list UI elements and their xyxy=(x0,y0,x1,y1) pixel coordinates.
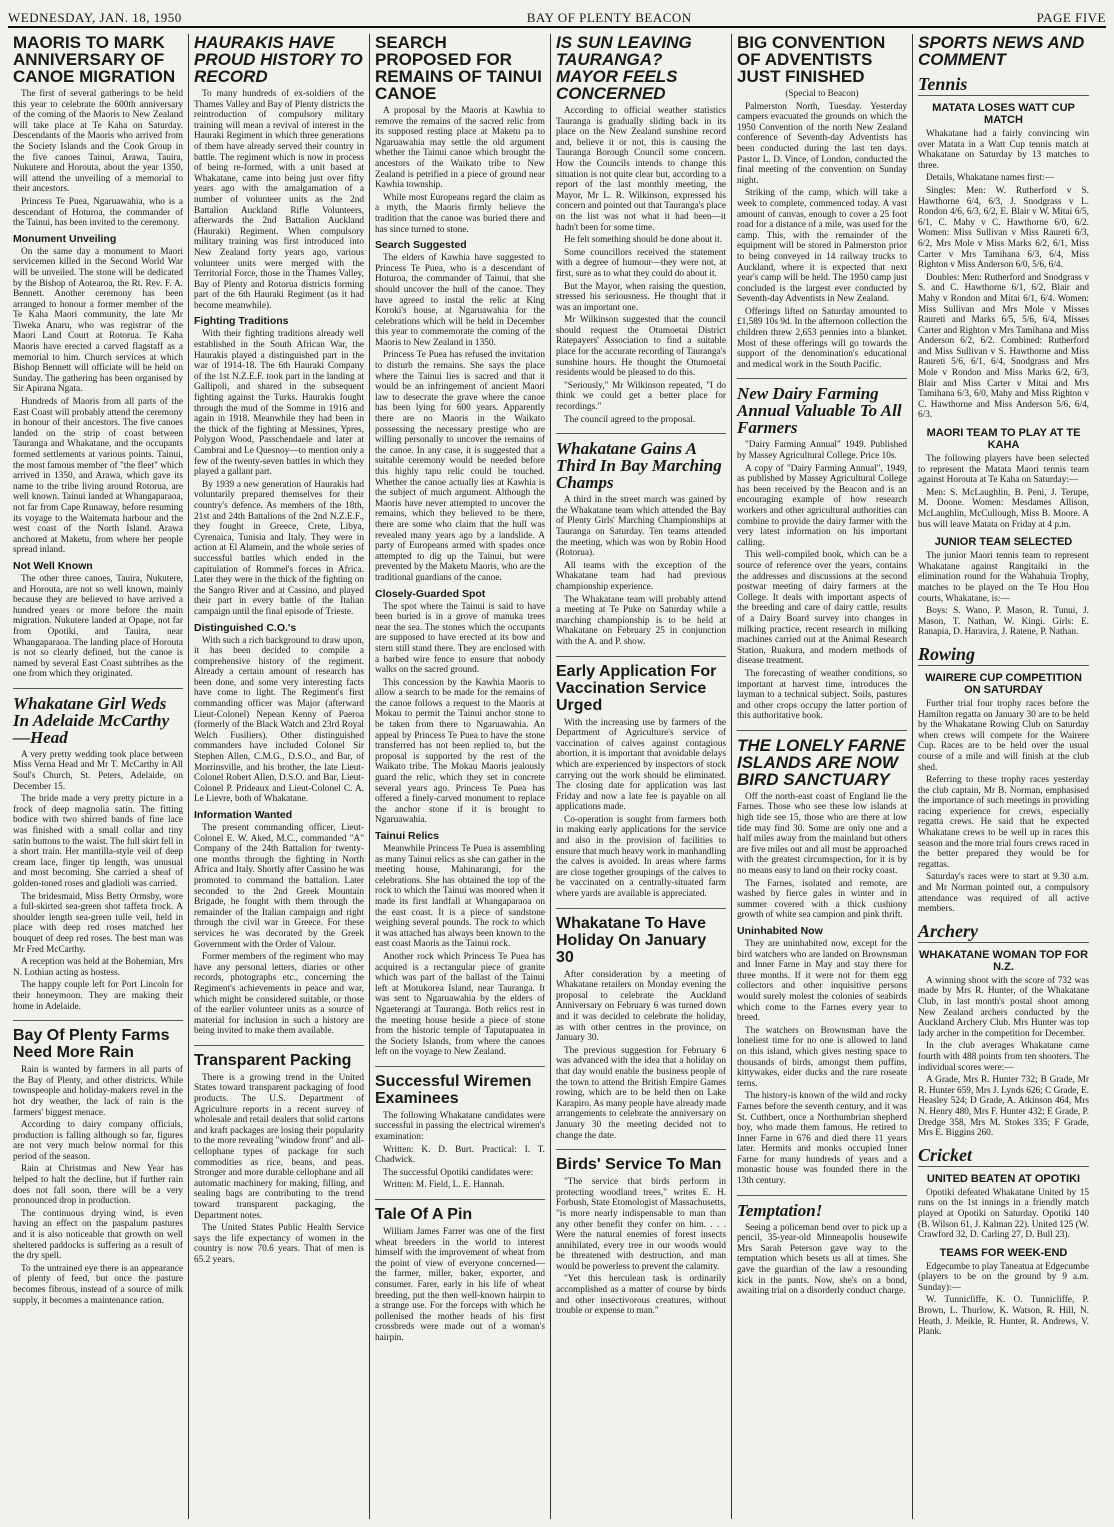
headline: WHAKATANE WOMAN TOP FOR N.Z. xyxy=(918,948,1089,973)
paragraph: A proposal by the Maoris at Kawhia to remove the remains of the sacred relic from its supposed resting place at Maketu pa to Ngaruawahia may settle the old argument whether the Tainui canoe which brought the ancestors of the Waikato tribe to New Zealand is petrified in a piece of ground near Kawhia township. xyxy=(375,106,545,191)
headline: Whakatane To Have Holiday On January 30 xyxy=(556,914,707,966)
paragraph: With such a rich background to draw upon, it has been decided to compile a comprehensive history of the regiment. Already a certain amount of research has been done, and some very interesting facts have come to light. The Regiment's first commanding officer was Major (afterward Lieut-Colonel) Nepean Kenny of Paeroa (formerly of the Black Watch and 23rd Royal Welch Fusiliers). Other distinguished commanders have included Colonel Sir Stephen Allen, C.M.G., D.S.O., and Bar, of Morrinsville, and his brother, the late Lieut-Colonel Robert Allen, D.S.O. and Bar, Lieut-Colonel P. Prideaux and Lieut-Colonel C. A. Le Lievre, both of Whakatane. xyxy=(194,635,364,805)
headline: UNITED BEATEN AT OPOTIKI xyxy=(926,1172,1081,1185)
paragraph: Some councillors received the statement with a degree of humour—they were not, at first, sure as to what they could do about it. xyxy=(556,247,726,279)
headline: New Dairy Farming Annual Valuable To All Farmers xyxy=(737,384,902,438)
paragraph: A Grade, Mrs R. Hunter 732; B Grade, Mr R. Hunter 659, Mrs J. Lynds 626; C Grade, E. Heasley 524; D Grade, A. Atkinson 464, Mrs N. Henry 480, Mrs F. Hunter 432; E Grade, P. Dredge 358, Mrs M. Stokes 335; F Grade, Mrs E. Biggins 260. xyxy=(918,1075,1089,1139)
section-tennis: Tennis xyxy=(918,74,1089,96)
paragraph: Striking of the camp, which will take a week to complete, commenced today. A vast amount of canvas, enough to cover a 25 foot road for a distance of a mile, was used for the camp. This, with the remainder of the equipment will be stored in Palmerston prior to being conveyed in 14 railway trucks to Auckland, where it is expected that next year's camp will be held. The 1950 camp just concluded is the largest ever conducted by Seventh-day Adventists in New Zealand. xyxy=(737,188,907,305)
paragraph: The Whakatane team will probably attend a meeting at Te Puke on Saturday while a marching championship is to be held at Whakatane on February 25 in conjunction with the A. and P. show. xyxy=(556,594,726,647)
paragraph: A very pretty wedding took place between Miss Verna Head and Mr T. McCarthy in All Soul's Church, St. Peters, Adelaide, on December 15. xyxy=(13,749,183,792)
subheading: Search Suggested xyxy=(375,239,467,252)
headline: HAURAKIS HAVE PROUD HISTORY TO RECORD xyxy=(194,34,363,86)
headline: Tale Of A Pin xyxy=(375,1206,473,1224)
story-dairy-annual xyxy=(737,378,907,721)
paragraph: The other three canoes, Tauira, Nukutere, and Horouta, are not so well known, mainly because they are believed to have arrived a hundred years or more before the main migration. Nukutere landed at Opape, not far from Opotiki, and Tauira, near Whangaparaoa. The landing place of Horouta is not so clearly defined, but the canoe is named by several East Coast subtribes as the one from which they originated. xyxy=(13,573,183,680)
paragraph: Rain at Christmas and New Year has helped to halt the decline, but if further rain does not fall soon, there will be a very pronounced drop in production. xyxy=(13,1164,183,1207)
paragraph: The bride made a very pretty picture in a frock of deep magnolia satin. The fitting bodice with two shirred bands of fine lace was finished with a small collar and tiny satin buttons to the waist. The full skirt fell in a short train. Her mantilla-style veil of deep cream lace, finger tip length, was unusual and most becoming. She carried a sheaf of golden-toned roses and gladioli was carried. xyxy=(13,794,183,889)
story-wedding xyxy=(13,688,183,1012)
paragraph: The junior Maori tennis team to represent Whakatane against Rangitaiki in the elimination round for the Wahahuia Trophy, matches to be played on the Te Hou Hou courts, Whakatane, is:— xyxy=(918,551,1089,604)
paragraph: Seeing a policeman bend over to pick up a pencil, 35-year-old Minneapolis housewife Mrs Sarah Peterson gave way to the temptation which besets us all at times. She gave the guardian of the law a resounding kick in the pants. Now, she's on a bond, awaiting trial on a disorderly conduct charge. xyxy=(737,1222,907,1297)
paragraph: The watchers on Brownsman have the loneliest time for no one is allowed to land on this island, which gives nesting space to thousands of birds, amongst them puffins, kittywakes, eider ducks and the rare roseate terns. xyxy=(737,1025,907,1089)
paragraph: Opotiki defeated Whakatane United by 15 runs on the 1st innings in a friendly match played at Opotiki on Saturday. Opotiki 140 (B. Wilson 61, J. Kalman 22). United 125 (W. Crawford 32, D. Carling 27, D. Bull 23). xyxy=(918,1187,1089,1241)
paragraph: The Farnes, isolated and remote, are washed by fierce gales in winter and in summer covered with a thick cushiony growth of white sea campion and pink thrift. xyxy=(737,878,907,921)
paragraph: Meanwhile Princess Te Puea is assembling as many Tainui relics as she can gather in the meeting house, Mahinarangi, for the celebrations. She has obtained the top of the rock to which the Tainui was moored when it made its first landfall at Whangaparaoa on the east coast. It is a piece of sandstone weighing several pounds. The rock to which it was attached has always been known to the east coast Maoris as the Tainui rock. xyxy=(375,844,545,950)
paragraph: According to official weather statistics Tauranga is gradually sliding back in its place on the New Zealand sunshine record and, believe it or not, this is causing the Tauranga Borough Council some concern. How the Councils intends to change this situation is not quite clear but, according to a report of the last monthly meeting, the Mayor, Mr L. R. Wilkinson, expressed his concern and pointed out that Tauranga's place on the list was not what it had been—it hadn't been for some time. xyxy=(556,106,726,233)
paragraph: W. Tunnicliffe, K. O. Tunnicliffe, P. Brown, L. Thurlow, K. Watson, R. Hill, N. Heath, J. Meikle, R. Hunter, R. Andrews, V. Plank. xyxy=(918,1295,1089,1338)
paragraph: This well-compiled book, which can be a source of reference over the years, contains the addresses and discussions at the second postwar meeting of dairy farmers at the College. It deals with important aspects of the breeding and care of dairy cattle, results of a Dairy Board survey into changes in milking practice, recent research in milking machines carried out at the Animal Research Station, Ruakura, and modern methods of disease treatment. xyxy=(737,550,907,667)
paragraph: "Seriously," Mr Wilkinson repeated, "I do think we could get a better place for recordings." xyxy=(556,380,726,413)
paragraph: A copy of "Dairy Farming Annual", 1949, as published by Massey Agricultural College has been received by the Beacon and is an encouraging example of how research workers and other agricultural authorities can combine to provide the dairy farmer with the very latest information on his important calling. xyxy=(737,463,907,548)
paragraph: The bridesmaid, Miss Betty Ormsby, wore a full-skirted sea-green shot taffeta frock. A shoulder length sea-green tulle veil, held in place with deep red roses matched her bouquet of deep red roses. The best man was Mr Fred McCarthy. xyxy=(13,891,183,955)
paragraph: "Yet this herculean task is ordinarily accomplished as a matter of course by birds and other insectivorous creatures, without trouble or expense to man." xyxy=(556,1274,726,1317)
subheading: Distinguished C.O.'s xyxy=(194,621,297,634)
story-birds xyxy=(556,1149,726,1317)
paragraph: While most Europeans regard the claim as a myth, the Maoris firmly believe the tradition that the canoe was buried there and has since turned to stone. xyxy=(375,192,545,235)
paragraph: But the Mayor, when raising the question, stressed his seriousness. He thought that it was an important one. xyxy=(556,281,726,313)
subheading: Tainui Relics xyxy=(375,830,439,842)
subheading: Monument Unveiling xyxy=(13,232,117,245)
story-tale-of-a-pin xyxy=(375,1199,545,1344)
paragraph: Off the north-east coast of England lie the Farnes. Those who see these low islands at high tide see 15, those who are there at low tide may find 30. Some are only one and a half miles away from the mainland but others are five miles out and all must be approached with the greatest circumspection, for it is by no means easy to land on their rocky coast. xyxy=(737,791,907,877)
subheading: Not Well Known xyxy=(13,559,93,572)
paragraph: Edgecumbe to play Taneatua at Edgecumbe (players to be on the ground by 9 a.m. Sunday):— xyxy=(918,1261,1089,1293)
paragraph: With the increasing use by farmers of the Department of Agriculture's service of vaccination of calves against contagious abortion, it is important that avoidable delays which are experienced by inspectors of stock carrying out the work should be eliminated. The closing date for application was last Friday and now a late fee is payable on all applications made. xyxy=(556,717,726,813)
issue-date: WEDNESDAY, JAN. 18, 1950 xyxy=(8,10,182,25)
paragraph: A third in the street march was gained by the Whakatane team which attended the Bay of Plenty Girls' Marching Championships at Tauranga on Saturday. Ten teams attended the meeting, which was won by Robin Hood (Rotorua). xyxy=(556,495,726,559)
paragraph: The following players have been selected to represent the Matata Maori tennis team against Horouta at Te Kaha on Saturday:— xyxy=(918,454,1089,486)
byline: (Special to Beacon) xyxy=(785,89,859,99)
paragraph: Princess Te Puea, Ngaruawahia, who is a descendant of Hoturoa, the commander of the Tainui, has been invited to the ceremony. xyxy=(13,196,183,229)
paragraph: Co-operation is sought from farmers both in making early applications for the service and also in the provision of facilities to ensure that much heavy work in manhandling the calves is avoided. In areas where farms are close together groupings of the calves to be vaccinated on a centrally-situated farm where yards are available is appreciated. xyxy=(556,814,726,900)
headline: Transparent Packing xyxy=(194,1051,352,1069)
paragraph: Whakatane had a fairly convincing win over Matata in a Watt Cup tennis match at Whakatane on Saturday by 13 matches to three. xyxy=(918,129,1089,171)
paragraph: The present commanding officer, Lieut-Colonel E. W. Aked, M.C., commanded "A" Company of the 24th Battalion for twenty-one months through the fighting in North Africa and Italy. Shortly after Cassino he was promoted to command the battalion. Later seconded to the 2nd Greek Mountain Brigade, he fought with them through the remainder of the Italian campaign and right through the civil war in Greece. For these services he was decorated by the Greek Government with the Order of Valour. xyxy=(194,823,364,950)
paragraph: "The service that birds perform in protecting woodland trees," writes E. H. Forbush, State Etomologist of Massachusetts, "is more nearly indispensable to man than any other benefit they confer on him. . . . Were the natural enemies of forest insects annihilated, every tree in our woods would be threatened with destruction, and man would be powerless to prevent the calamity. xyxy=(556,1177,726,1272)
paragraph: Singles: Men: W. Rutherford v S. Hawthorne 6/4, 6/3, J. Snodgrass v L. Rondon 4/6, 6/3, 6/2, E. Blair v W. Mitai 6/5, 6/1, C. Mahy v C. Hawthorne 6/0, 6/2. Women: Miss Sullivan v Miss Raureti 6/3, 6/2, Mrs Mole v Miss Marks 6/2, 6/1, Miss Carter v Mrs Tamihana 6/3, 6/4, Miss Righton v Miss Anderson 6/0, 5/6, 6/4. xyxy=(918,185,1089,271)
headline: Birds' Service To Man xyxy=(556,1156,722,1174)
paragraph: Details, Whakatane names first:— xyxy=(926,173,1054,184)
headline: IS SUN LEAVING TAURANGA? MAYOR FEELS CONCERNED xyxy=(556,34,692,103)
section-archery: Archery xyxy=(918,921,1089,943)
paragraph: On the same day a monument to Maori servicemen killed in the Second World War will be unveiled. The stone will be dedicated by the Bishop of Aotearoa, the Rt. Rev. F. A. Bennett. Another ceremony has been arranged to honour a former member of the Te Kaha Maori community, the late Mr Tiweka Anaru, who was registrar of the Maori Land Court at Rotorua. Te Kaha Maoris have erected a carved flagstaff as a memorial to him. Church services at which Bishop Bennett will officiate will be held on Sunday. The gathering has been organised by Sir Apirana Ngata. xyxy=(13,246,183,395)
story-sun-tauranga xyxy=(556,34,726,425)
paragraph: The forecasting of weather conditions, so important at harvest time, introduces the layman to a technical subject. Soils, pastures and other crops occupy the latter portion of this authoritative book. xyxy=(737,668,907,722)
subheading: Closely-Guarded Spot xyxy=(375,587,486,600)
headline: BIG CONVENTION OF ADVENTISTS JUST FINISHED xyxy=(737,34,886,86)
headline: Temptation! xyxy=(737,1200,823,1220)
paragraph: Written: K. D. Burt. Practical: I. T. Chadwick. xyxy=(375,1144,545,1166)
paragraph: To many hundreds of ex-soldiers of the Thames Valley and Bay of Plenty districts the reintroduction of compulsory military training will mean a revival of interest in the Hauraki Regiment in which three generations of them have already served their country in battle. The regiment which is now in process of being re-formed, with a unit based at Whakatane, came into being just over fifty years ago with the amalgamation of a number of volunteer units as the 2nd Battalion Auckland Rifle Volunteers, afterwards the 2nd Battalion Auckland (Hauraki) Regiment. When compulsory military training was first introduced into New Zealand forty years ago, various volunteer units were merged with the Territorial Force, those in the Thames Valley, Bay of Plenty and Rotorua districts forming part of the 6th Hauraki Regiment (as it had become meanwhile). xyxy=(194,89,364,311)
paragraph: The happy couple left for Port Lincoln for their honeymoon. They are making their home in Adelaide. xyxy=(13,980,183,1012)
paragraph: Rain is wanted by farmers in all parts of the Bay of Plenty, and other districts. While townspeople and holiday-makers revel in the hot dry weather, the lack of rain is the farmers' biggest menace. xyxy=(13,1065,183,1118)
paragraph: Further trial four trophy races before the Hamilton regatta on January 30 are to be held by the Whakatane Rowing Club on Saturday when crews will compete for the Wairere Cup. Races are to be held over the usual course of a mile and will finish at the club shed. xyxy=(918,698,1089,773)
headline: Whakatane Girl Weds In Adelaide McCarthy—Head xyxy=(13,693,170,747)
paragraph: "Dairy Farming Annual" 1949. Published by Massey Agricultural College. Price 10s. xyxy=(737,440,907,462)
paragraph: William James Farrer was one of the first wheat breeders in the world to interest himself with the improvement of wheat from the point of view of everyone concerned—the farmer, miller, baker, exporter, and consumer. Farer, early in his life of wheat breeding, put the then well-known hairpin to a strange use. For the forceps with which he pollenised the mother heads of his first crossbreds were made out of a woman's hairpin. xyxy=(375,1227,545,1343)
paragraph: Mr Wilkinson suggested that the council should request the Otumoetai District Ratepayers' Association to find a suitable place for the accurate recording of Tauranga's sunshine hours. He thought the Otumoetai residents would be pleased to do this. xyxy=(556,315,726,379)
headline: Successful Wiremen Examinees xyxy=(375,1072,532,1107)
paragraph: The previous suggestion for February 6 was advanced with the idea that a holiday on that day would enable the business people of the town to attend the British Empire Games rowing, which are to be held then on Lake Karapiro. As many people have already made arrangements to celebrate the anniversary on January 30 the meeting decided not to change the date. xyxy=(556,1045,726,1141)
subheading: Information Wanted xyxy=(194,809,293,821)
paragraph: The successful Opotiki candidates were: xyxy=(383,1167,534,1178)
paragraph: Men: S. McLaughlin, B. Peni, J. Terupe, M. Doone. Women: Mesdames Allison, McLaughlin, McCullough, Miss B. Moore. A bus will leave Matata on Friday at 4 p.m. xyxy=(918,487,1089,530)
paragraph: Palmerston North, Tuesday. Yesterday campers evacuated the grounds on which the 1950 Convention of the north New Zealand conference of Seventh-day Adventists has been conducted during the last ten days. Pastor L. D. Vince, of London, conducted the final meeting of the convention on Sunday night. xyxy=(737,101,907,186)
story-wiremen xyxy=(375,1066,545,1191)
subheading: Uninhabited Now xyxy=(737,925,823,937)
subheading: Fighting Traditions xyxy=(194,315,289,328)
paragraph: With their fighting traditions already well established in the South African War, the Haurakis played a distinguished part in the war of 1914-18. The 6th Hauraki Company of the 1st N.Z.E.F. took part in the landing at Gallipoli, and shared in the subsequent fighting against the Turks. Haurakis fought through the mud of the Somme in 1916 and again in 1918. Meanwhile they had been in the thick of the fighting at Messines, Ypres, Polygon Wood, Passchendaele and later at Cambrai and Le Quesnoy—to mention only a few of the twenty-seven battles in which they played a gallant part. xyxy=(194,329,364,478)
story-farms-rain xyxy=(13,1020,183,1306)
paragraph: The United States Public Health Service says the life expectancy of women in the country is now 70.6 years. That of men is 65.2 years. xyxy=(194,1223,364,1265)
masthead xyxy=(8,0,1106,28)
page-number: PAGE FIVE xyxy=(1036,10,1106,25)
story-holiday xyxy=(556,908,726,1142)
paper-name: BAY OF PLENTY BEACON xyxy=(526,10,692,25)
column-2 xyxy=(189,34,370,1519)
paragraph: The continuous drying wind, is even having an effect on the paspalum pastures and it is also noticeable that growth on well sheltered paddocks is suffering as a result of the dry spell. xyxy=(13,1208,183,1262)
paragraph: Saturday's races were to start at 9.30 a.m. and Mr Norman pointed out, a compulsory attendance was required of all active members. xyxy=(918,872,1089,915)
headline: WAIRERE CUP COMPETITION ON SATURDAY xyxy=(925,671,1082,696)
paragraph: He felt something should be done about it. xyxy=(564,235,723,246)
story-transparent-packing xyxy=(194,1045,364,1266)
headline: TEAMS FOR WEEK-END xyxy=(939,1246,1068,1259)
headline: MAORIS TO MARK ANNIVERSARY OF CANOE MIGRATION xyxy=(13,34,176,86)
paragraph: The elders of Kawhia have suggested to Princess Te Puea, who is a descendant of Hoturoa, the commander of Tainui, that she should uncover the hull of the canoe. They have agreed to instal the relic at King Koroki's house, at Ngaruawahia for the celebrations which will be held in December this year to commemorate the coming of the Maoris to New Zealand in 1350. xyxy=(375,253,545,348)
column-3 xyxy=(370,34,551,1519)
paragraph: There is a growing trend in the United States toward transparent packaging of food products. The U.S. Department of Agriculture reports in a recent survey of wholesale and retail dealers that solid cartons and kraft packages are losing their popularity to the more revealing "window front" and all-cellophane types of package for such commodities as rice, beans, and peas. Stronger and more durable cellophane and all automatic machinery for making, filling, and sealing bags are contributing to the trend toward transparent packaging, the Department notes. xyxy=(194,1072,364,1221)
paragraph: Princess Te Puea has refused the invitation to disturb the remains. She says the place where the Tainui lies is sacred and that it would be an infringement of ancient Maori law to desecrate the grave where the canoe has been lying for 600 years. Apparently there are no Maoris in the Waikato possessing the necessary prestige who are willing personally to uncover the remains of the canoe. In any case, it is suggested that a suitable ceremony would be needed before this highly tapu relic could be touched. Whether the canoe actually lies at Kawhia is the subject of much argument. Although the Maoris have never attempted to uncover the remains, which they believed to be there, there are some who claim that the hull was revealed many years ago by a landslide. A party of Europeans armed with spades once attempted to dig up the Tainui, but were prevented by the Maketu Maoris, who are the traditional guardians of the canoe. xyxy=(375,350,545,583)
paragraph: They are uninhabited now, except for the bird watchers who are landed on Brownsman and Inner Farne in May and stay there for three months. If it were not for them egg collectors and other inquisitive persons would surely molest the colonies of seabirds which come to the Farnes every year to breed. xyxy=(737,939,907,1024)
paragraph: By 1939 a new generation of Haurakis had voluntarily prepared themselves for their country's defence. As members of the 18th, 21st and 24th Battalions of the 2nd N.Z.E.F., they fought in Greece, Crete, Libya, Cyrenaica, Tunisia and Italy. They were in action at El Alamein, and the whole series of successful battles which ended in the capitulation of Rommel's forces in Africa. Later they were in the thick of the fighting on the Sangro River and at Cassino, and played their part in every battle of the Italian campaign until the final episode of Trieste. xyxy=(194,479,364,617)
headline: SEARCH PROPOSED FOR REMAINS OF TAINUI CANOE xyxy=(375,34,542,103)
paragraph: Written: M. Field, L. E. Hannah. xyxy=(383,1180,505,1191)
paragraph: Offerings lifted on Saturday amounted to £1,589 10s 9d. In the afternoon collection the children threw 2,653 pennies into a blanket. Most of these offerings will go towards the support of the denomination's educational and medical work in the South Pacific. xyxy=(737,306,907,370)
paragraph: Another rock which Princess Te Puea has acquired is a rectangular piece of granite which was part of the ballast of the Tainui left at Motukorea Island, near Tauranga. It was sent to Ngaruawahia by the elders of Ngaeterangi at Tauranga. Both relics rest in the meeting house beside a piece of stone from the historic temple of Taputapuatea in the Society Islands, from where the canoes left on the voyage to New Zealand. xyxy=(375,951,545,1058)
paragraph: All teams with the exception of the Whakatane team had had previous championship experience. xyxy=(556,560,726,592)
section-cricket: Cricket xyxy=(918,1145,1089,1167)
story-haurakis xyxy=(194,34,364,1037)
section-rowing: Rowing xyxy=(918,644,1089,666)
story-canoe-migration xyxy=(13,34,183,680)
paragraph: The following Whakatane candidates were successful in passing the electrical wiremen's examination: xyxy=(375,1110,545,1143)
paragraph: The first of several gatherings to be held this year to celebrate the 600th anniversary of the coming of the Maoris to New Zealand will take place at Te Kaha on Saturday. Descendants of the Maoris who arrived from the Society Islands and the Cook Group in the five canoes Tainui, Arawa, Tauira, Nukutere and Horouta, about the year 1350, will attend the unveiling of a memorial to their ancestors. xyxy=(13,89,183,195)
paragraph: Former members of the regiment who may have any personal letters, diaries or other records, photographs etc., concerning the Regiment's achievements in peace and war, which might be considered suitable, or those of the earlier volunteer units as a source of material for inclusion in such a history are being invited to make them available. xyxy=(194,952,364,1037)
story-temptation xyxy=(737,1195,907,1297)
paragraph: Referring to these trophy races yesterday the club captain, Mr B. Norman, emphasised the importance of such meetings in providing racing experience for crews, especially regatta crews. He said that he expected Whakatane crews to be well up in races this season and the more trial fours crews raced in the better prepared they would be for regattas. xyxy=(918,775,1089,870)
headline: MAORI TEAM TO PLAY AT TE KAHA xyxy=(926,427,1081,452)
headline: Whakatane Gains A Third In Bay Marching Champs xyxy=(556,439,722,493)
headline: Bay Of Plenty Farms Need More Rain xyxy=(13,1027,170,1062)
column-1 xyxy=(8,34,189,1519)
story-adventists xyxy=(737,34,907,370)
paragraph: To the untrained eye there is an appearance of plenty of feed, but once the pasture becomes fibrous, instead of a source of milk supply, it becomes a maintenance ration. xyxy=(13,1263,183,1306)
columns xyxy=(8,34,1106,1519)
paragraph: The spot where the Tainui is said to have been buried is in a grove of manuka trees near the sea. The stones which the occupants are supposed to have erected at its bow and stern still stand there. They are enclosed with a barbed wire fence to ensure that nobody walks on the sacred ground. xyxy=(375,601,545,676)
story-tainui-canoe xyxy=(375,34,545,1058)
paragraph: The history-is known of the wild and rocky Farnes before the seventh century, and it was St. Cuthbert, once a Northumbrian shepherd boy, who made them famous. He retired to Inner Farne in 676 and died there 11 years later. Hermits and monks occupied Inner Farne for many hundreds of years and a monastic house was founded there in the 13th century. xyxy=(737,1091,907,1187)
paragraph: Boys: S. Wano, P. Mason, R. Tunui, J. Mason, T. Nathan, W. Kingi. Girls: E. Ranapia, D. Haravira, J. Ratene, P. Nathan. xyxy=(918,606,1089,638)
story-farne-islands xyxy=(737,730,907,1187)
paragraph: The council agreed to the proposal. xyxy=(564,414,696,425)
paragraph: According to dairy company officials, production is falling although so far, figures are not very much below normal for this period of the season. xyxy=(13,1120,183,1162)
paragraph: This concession by the Kawhia Maoris to allow a search to be made for the remains of the canoe follows a request to the Maoris at Mokau to permit the Tainui anchor stone to be taken from there to Ngaruawahia. An appeal by Princess Te Puea to have the stone transferred has not been replied to, but the proposal is supported by the rest of the Waikato tribe. The Mokau Maoris jealously guard the relic, which they set in concrete several years ago. Princess Te Puea has offered a finely-carved monument to replace the anchor stone if it is brought to Ngaruawahia. xyxy=(375,677,545,826)
paragraph: In the club averages Whakatane came fourth with 488 points from ten shooters. The individual scores were:— xyxy=(918,1041,1089,1073)
headline: JUNIOR TEAM SELECTED xyxy=(934,536,1073,549)
headline: Early Application For Vaccination Service Urged xyxy=(556,662,717,714)
sports-header: SPORTS NEWS AND COMMENT xyxy=(918,34,1085,69)
paragraph: Doubles: Men: Rutherford and Snodgrass v S. and C. Hawthorne 6/1, 6/2, Blair and Mahy v Rondon and Mitai 6/1, 6/4. Women: Miss Sullivan and Mrs Mole v Misses Raureti and Marks 6/5, 5/6, 6/4, Misses Carter and Righton v Mrs Tamihana and Miss Anderson 6/2, 6/2. Combined: Rutherford and Miss Sullivan v S. Hawthorne and Miss Raureti 5/6, 6/1, 6/4, Snodgrass and Mrs Mole v Rondon and Miss Marks 6/2, 6/3, Blair and Miss Carter v Mitai and Mrs Tamihana 6/3, 6/0, Mahy and Miss Righton v C. Hawthorne and Miss Anderson 5/6, 6/4, 6/3. xyxy=(918,272,1089,421)
story-marching xyxy=(556,433,726,647)
column-6-sports xyxy=(913,34,1094,1519)
column-5 xyxy=(732,34,913,1519)
paragraph: A winning shoot with the score of 732 was made by Mrs R. Hunter, of the Whakatane Club, in last month's postal shoot among New Zealand archers conducted by the Auckland Archery Club. Mrs Hunter was top lady archer in the competition for December. xyxy=(918,975,1089,1039)
headline: THE LONELY FARNE ISLANDS ARE NOW BIRD SANCTUARY xyxy=(737,735,906,789)
paragraph: A reception was held at the Bohemian, Mrs N. Lothian acting as hostess. xyxy=(13,957,183,978)
headline: MATATA LOSES WATT CUP MATCH xyxy=(932,102,1075,126)
column-4 xyxy=(551,34,732,1519)
paragraph: After consideration by a meeting of Whakatane retailers on Monday evening the proposal to celebrate the Auckland Anniversary on February 6 was turned down and it was decided to celebrate the holiday, as with other centres in the province, on January 30. xyxy=(556,969,726,1044)
paragraph: Hundreds of Maoris from all parts of the East Coast will probably attend the ceremony in honour of their ancestors. The five canoes landed on the strip of coast between Tauranga and Whakatane, and the occupants formed settlements at various points. Tainui, the most famous member of "the fleet" which arrived in 1350, and Arawa, which gave its name to the tribe living around Rotorua, are well known. Tainui landed at Whangaparaoa, not far from Cape Runaway, before resuming its voyage to the Waitemata harbour and the west coast of the North Island. Arawa anchored at Maketu, from where her people spread inland. xyxy=(13,397,183,556)
story-vaccination xyxy=(556,656,726,900)
